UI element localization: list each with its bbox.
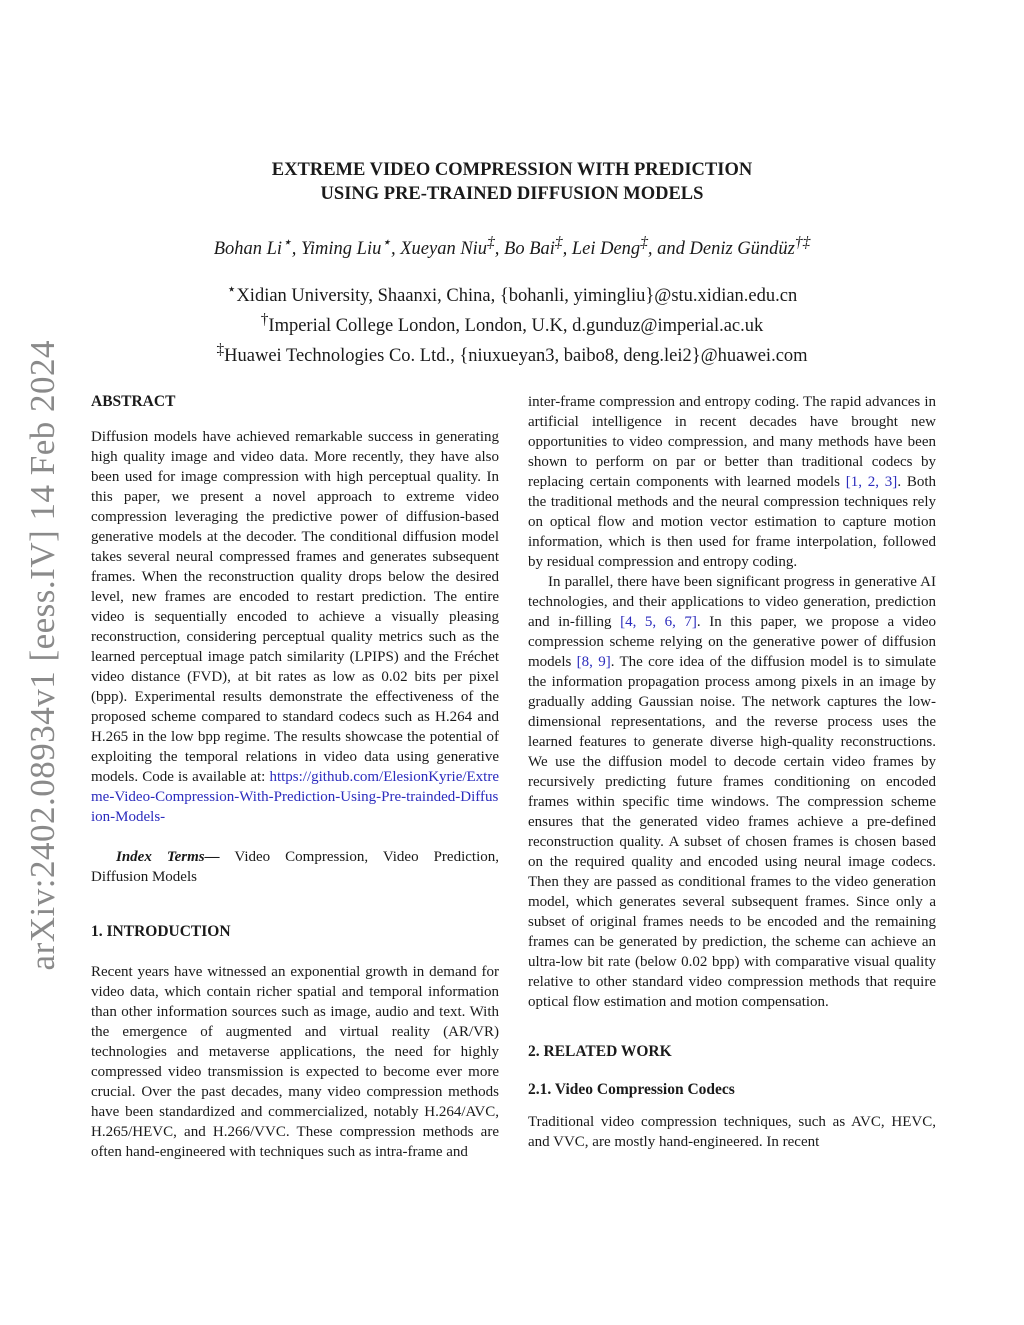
author-conjunction: and xyxy=(657,239,685,260)
section-introduction-heading: 1. INTRODUCTION xyxy=(91,923,231,940)
author-name: Yiming Liu xyxy=(300,239,382,260)
abstract-body xyxy=(91,427,499,827)
author-mark: ‡ xyxy=(487,234,495,251)
affiliation-mark: ‡ xyxy=(216,341,225,359)
abstract-text: Diffusion models have achieved remarkable success in generating high quality image and video data. More recently, they have also been used for image compression with high perceptual quality. In this paper, we present a novel approach to extreme video compression leveraging the predictive power of diffusion-based generative models at the decoder. The conditional diffusion model takes several neural compressed frames and generates subsequent frames. When the reconstruction quality drops below the desired level, new frames are encoded to restart prediction. The entire video is sequentially encoded to achieve a visually pleasing reconstruction, considering perceptual quality metrics such as the learned perceptual image patch similarity (LPIPS) and the Fréchet video distance (FVD), at bit rates as low as 0.02 bits per pixel (bpp). Experimental results demonstrate the effectiveness of the proposed scheme compared to standard codecs such as H.264 and H.265 in the low bpp regime. The results showcase the potential of exploiting the temporal relations in video data using generative models. Code is available at: xyxy=(91,429,499,785)
arxiv-side-stamp xyxy=(20,339,66,971)
paper-title xyxy=(140,158,884,206)
author-name: Lei Deng xyxy=(571,239,641,260)
right-column xyxy=(528,392,936,1152)
author-name: Bo Bai xyxy=(504,239,555,260)
related-work-paragraph-1: Traditional video compression techniques, such as AVC, HEVC, and VVC, are mostly hand-engineered. In recent xyxy=(528,1114,936,1150)
author-mark: ‡ xyxy=(554,234,563,251)
intro-paragraph-1: Recent years have witnessed an exponential growth in demand for video data, which contain richer spatial and temporal information than other information sources such as image, audio and text. With the emergence of augmented and virtual reality (AR/VR) technologies and metaverse applications, the need for highly compressed video transmission is expected to become ever more crucial. Over the past decades, many video compression methods have been standardized and commercialized, notably H.264/AVC, H.265/HEVC, and H.266/VVC. These compression methods are often hand-engineered with techniques such as intra-frame and xyxy=(91,964,499,1160)
intro-text: In parallel, there have been significant progress in generative AI technologies, and their applications to video generation, prediction and in-filling xyxy=(528,574,936,630)
affiliation-mark: † xyxy=(260,311,269,329)
author-mark: ⋆ xyxy=(381,234,391,251)
affiliation-huawei xyxy=(100,338,924,368)
citation-link[interactable]: [1, 2, 3] xyxy=(845,474,898,490)
author-mark: ⋆ xyxy=(282,234,292,251)
title-line-1: EXTREME VIDEO COMPRESSION WITH PREDICTION xyxy=(271,160,753,180)
intro-text: . In this paper, we propose a video compression scheme relying on the generative power of diffusion models xyxy=(528,614,936,670)
affiliation-xidian xyxy=(100,278,924,308)
intro-text: . Both the traditional methods and the neural compression techniques rely on optical flow and motion vector estimation to capture motion information, which is then used for frame interpolation, followed by residual compression and entropy coding. xyxy=(528,474,936,570)
section-related-work-heading: 2. RELATED WORK xyxy=(528,1043,672,1060)
intro-paragraph-2 xyxy=(528,572,936,1012)
index-terms xyxy=(91,847,499,887)
intro-text: . The core idea of the diffusion model is to simulate the information propagation process among pixels in an image by gradually adding Gaussian noise. The network captures the low-dimensional representations, and the reverse process uses the learned features to generate diverse high-quality reconstructions. We use the diffusion model to decode certain video frames by recursively predicting future frames conditioning on encoded frames within specific time windows. The compression scheme ensures that the generated video frames achieve a pre-defined reconstruction quality. A subset of chosen frames is chosen based on the required quality and encoded using neural image codecs. Then they are passed as conditional frames to the video generation model, which generates several subsequent frames. Since only a subset of original frames needs to be encoded and the remaining frames can be generated by prediction, the scheme can achieve an ultra-low bit rate (below 0.02 bpp) with comparative visual quality relative to other standard video compression methods that require optical flow estimation and motion compensation. xyxy=(528,654,937,1010)
author-mark: ‡ xyxy=(640,234,648,251)
subsection-video-codecs-heading: 2.1. Video Compression Codecs xyxy=(528,1081,735,1098)
index-terms-text: Video Compression, Video Prediction, Diffusion Models xyxy=(91,849,499,885)
author-list: Bohan Li⋆, Yiming Liu⋆, Xueyan Niu‡, Bo Bai‡, Lei Deng‡, and Deniz Gündüz†‡ xyxy=(213,234,811,260)
author-name: Bohan Li xyxy=(213,239,283,260)
author-mark: †‡ xyxy=(794,234,811,251)
affiliation-text: Xidian University, Shaanxi, China, {bohanli, yimingliu}@stu.xidian.edu.cn xyxy=(236,286,798,307)
affiliation-imperial xyxy=(100,308,924,338)
affiliation-text: Imperial College London, London, U.K, d.gunduz@imperial.ac.uk xyxy=(268,316,764,337)
affiliation-list xyxy=(100,278,924,368)
arxiv-id-text: arXiv:2402.08934v1 [eess.IV] 14 Feb 2024 xyxy=(23,339,62,971)
intro-paragraph-1-continued xyxy=(528,392,936,572)
citation-link[interactable]: [4, 5, 6, 7] xyxy=(620,614,697,630)
left-column xyxy=(91,392,499,1162)
index-terms-label: Index Terms— xyxy=(116,849,220,865)
author-name: Deniz Gündüz xyxy=(689,239,795,260)
affiliation-mark: ⋆ xyxy=(226,281,237,298)
affiliation-text: Huawei Technologies Co. Ltd., {niuxueyan3, baibo8, deng.lei2}@huawei.com xyxy=(224,346,808,367)
intro-text: inter-frame compression and entropy coding. The rapid advances in artificial intelligence in recent decades have brought new opportunities to video compression, and many methods have been shown to perform on par or better than traditional codecs by replacing certain components with learned models xyxy=(528,394,936,490)
author-name: Xueyan Niu xyxy=(400,239,488,260)
code-link[interactable]: https://github.com/ElesionKyrie/Extreme-Video-Compression-With-Prediction-Using-Pre-trainded-Diffusion-Models- xyxy=(91,769,500,825)
title-line-2: USING PRE-TRAINED DIFFUSION MODELS xyxy=(320,184,704,204)
abstract-heading: ABSTRACT xyxy=(91,393,176,410)
citation-link[interactable]: [8, 9] xyxy=(576,654,611,670)
